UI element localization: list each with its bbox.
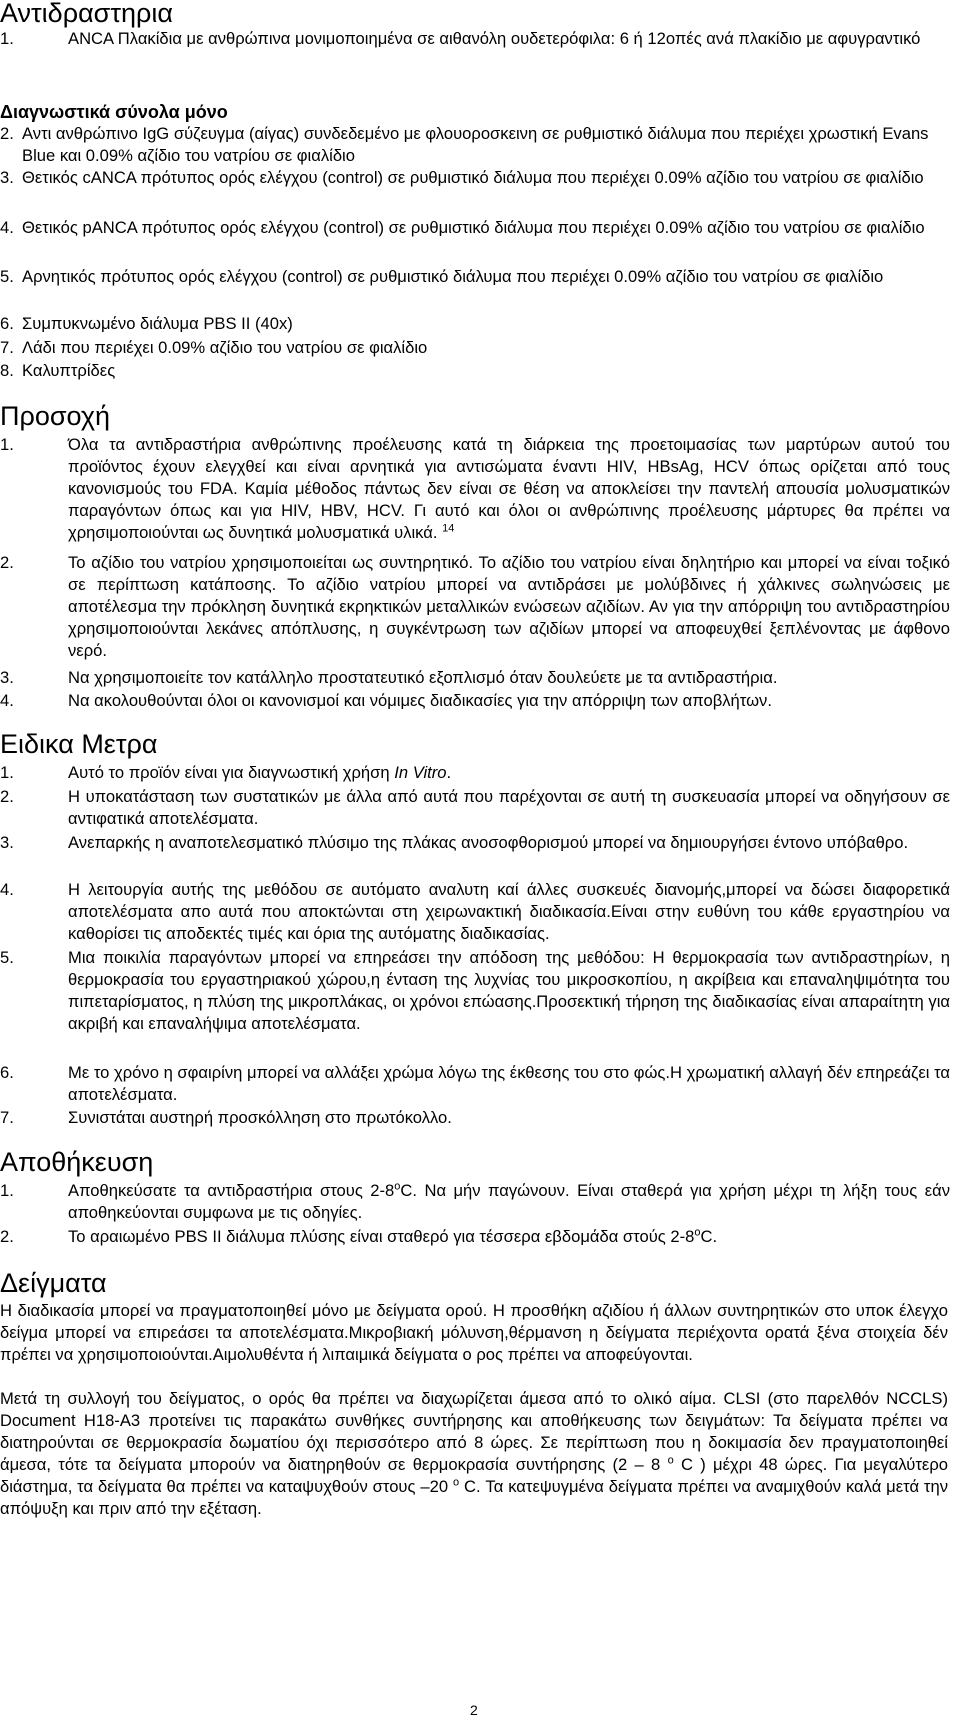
degree-superscript: o [394, 1180, 401, 1193]
reagent-item-1 [0, 28, 950, 50]
item-text: Να χρησιμοποιείτε τον κατάλληλο προστατευτικό εξοπλισμό όταν δουλεύετε με τα αντιδραστήρια. [68, 668, 778, 687]
item-text-body: Αποθηκεύσατε τα αντιδραστήρια στους 2-8 [68, 1181, 395, 1200]
item-text-end: C. [700, 1227, 718, 1246]
caution-item-3 [0, 667, 950, 689]
special-item-2 [0, 786, 950, 830]
item-number: 4. [0, 880, 14, 899]
special-item-6 [0, 1062, 950, 1106]
reference-superscript: 14 [442, 522, 455, 535]
item-text [68, 1226, 950, 1248]
item-text: Ανεπαρκής η αναποτελεσματικό πλύσιμο της πλάκας ανοσοφθορισμού μπορεί να δημιουργήσει έντονο υπόβαθρο. [68, 833, 909, 852]
reagent-item-2 [0, 123, 950, 167]
item-text: Να ακολουθούνται όλοι οι κανονισμοί και νόμιμες διαδικασίες για την απόρριψη των αποβλήτων. [68, 691, 772, 710]
item-number: 6. [0, 1063, 14, 1082]
item-number: 3. [0, 668, 14, 687]
heading-storage: Αποθήκευση [0, 1147, 154, 1177]
item-number: 1. [0, 29, 14, 48]
degree-superscript: o [667, 1454, 674, 1467]
item-text: Λάδι που περιέχει 0.09% αζίδιο του νατρίου σε φιαλίδιο [22, 338, 428, 357]
item-number: 7. [0, 1108, 14, 1127]
item-number: 2. [0, 124, 14, 143]
item-text: Η λειτουργία αυτής της μεθόδου σε αυτόματο αναλυτη καί άλλες συσκευές διανομής,μπορεί να δώσει διαφορετικά αποτελέσματα απο αυτά που αποκτώνται στη χειρωνακτική διαδικασία.Είναι στην ευθύνη του κάθε εργαστηρίου να καθορίσει τις αποδεκτές τιμές και όρια της αυτόματης διαδικασίας. [68, 880, 950, 943]
item-number: 4. [0, 218, 14, 237]
special-item-5 [0, 947, 950, 1035]
item-number: 3. [0, 833, 14, 852]
item-text: Η υποκατάσταση των συστατικών με άλλα από αυτά που παρέχονται σε αυτή τη συσκευασία μπορεί να οδηγήσουν σε αντιφατικά αποτελέσματα. [68, 787, 950, 828]
samples-paragraph-2 [0, 1388, 948, 1520]
item-text: Αντι ανθρώπινο IgG σύζευγμα (αίγας) συνδεδεμένο με φλουοροσκεινη σε ρυθμιστικό διάλυμα που περιέχει χρωστική Evans Blue και 0.09% αζίδιο του νατρίου σε φιαλίδιο [22, 124, 929, 165]
heading-samples: Δείγματα [0, 1268, 107, 1298]
reagent-item-5 [0, 266, 950, 288]
special-item-3 [0, 832, 950, 854]
in-vitro-italic: In Vitro [394, 763, 447, 782]
item-number: 1. [0, 1181, 14, 1200]
paragraph-text: C. Τα κατεψυγμένα δείγματα πρέπει να αναμιχθούν καλά μετά την απόψυξη και πριν από την εξέταση. [0, 1477, 949, 1518]
item-text [68, 434, 950, 544]
reagent-item-3 [0, 167, 950, 189]
item-text-end: . [446, 763, 452, 782]
item-text: Αρνητικός πρότυπος ορός ελέγχου (control) σε ρυθμιστικό διάλυμα που περιέχει 0.09% αζίδιο του νατρίου σε φιαλίδιο [22, 267, 884, 286]
item-text: Θετικός cANCA πρότυπος ορός ελέγχου (control) σε ρυθμιστικό διάλυμα που περιέχει 0.09% αζίδιο του νατρίου σε φιαλίδιο [22, 168, 924, 187]
item-text: Μια ποικιλία παραγόντων μπορεί να επηρεάσει την απόδοση της μεθόδου: Η θερμοκρασία των αντιδραστηρίων, η θερμοκρασία του εργαστηριακού χώρου,η ένταση της λυχνίας του μικροσκοπίου, η ακρίβεια και επαναληψιμότητα του πιπεταρίσματος, η πλύση της μικροπλάκας, οι χρόνοι επώασης.Προσεκτική τήρηση της διαδικασίας είναι απαραίτητη για ακριβή και επαναλήψιμα αποτελέσματα. [68, 948, 950, 1033]
item-number: 6. [0, 314, 14, 333]
item-text-end: C. Να μήν παγώνουν. Είναι σταθερά για χρήση μέχρι τη λήξη τους εάν αποθηκεύονται συμφωνα με τις οδηγίες. [68, 1181, 950, 1222]
storage-item-1 [0, 1180, 950, 1224]
heading-diagnostic-kits: Διαγνωστικά σύνολα μόνο [0, 102, 228, 122]
degree-superscript: o [452, 1476, 460, 1489]
heading-reagents: Αντιδραστηρια [0, 0, 173, 28]
storage-item-2 [0, 1226, 950, 1248]
degree-superscript: o [694, 1226, 701, 1239]
item-number: 7. [0, 338, 14, 357]
item-number: 8. [0, 361, 14, 380]
item-text: Με το χρόνο η σφαιρίνη μπορεί να αλλάξει χρώμα λόγω της έκθεσης του στο φώς.Η χρωματική αλλαγή δέν επηρεάζει τα αποτελέσματα. [68, 1063, 950, 1104]
item-text: Συμπυκνωμένο διάλυμα PBS II (40x) [22, 314, 293, 333]
item-text [68, 1180, 950, 1224]
heading-caution: Προσοχή [0, 401, 111, 431]
special-item-1 [0, 762, 950, 784]
special-item-7 [0, 1107, 950, 1129]
special-item-4 [0, 879, 950, 945]
item-number: 1. [0, 435, 14, 454]
item-number: 2. [0, 1227, 14, 1246]
item-text-body: Αυτό το προϊόν είναι για διαγνωστική χρήση [68, 763, 395, 782]
item-number: 3. [0, 168, 14, 187]
reagent-item-6 [0, 313, 950, 335]
samples-paragraph-1: Η διαδικασία μπορεί να πραγματοποιηθεί μόνο με δείγματα ορού. Η προσθήκη αζιδίου ή άλλων συντηρητικών στο υποκ έλεγχο δείγμα μπορεί να επιρεάσει τα αποτελέσματα.Μικροβιακή μόλυνση,θέρμανση η δείγματα περιέχοντα ορατά ξένα στοιχεία δέν πρέπει να χρησιμοποιούνται.Αιμολυθέντα ή λιπαιμικά δείγματα ο ρος πρέπει να αποφεύγονται. [0, 1301, 948, 1364]
reagent-item-8 [0, 360, 950, 382]
reagent-item-4 [0, 217, 950, 239]
reagent-item-7 [0, 337, 950, 359]
item-text [68, 762, 950, 784]
paragraph-text: Μετά τη συλλογή του δείγματος, ο ορός θα πρέπει να διαχωρίζεται άμεσα από το ολικό αίμα. CLSI (στο παρελθόν NCCLS) Document H18-A3 προτείνει τις παρακάτω συνθήκες συντήρησης και αποθήκευσης των δειγμάτων: Τα δείγματα πρέπει να διατηρούνται σε θερμοκρασία δωματίου όχι περισσότερο από 8 ώρες. Σε περίπτωση που η δοκιμασία δεν πραγματοποιηθεί άμεσα, τότε τα δείγματα μπορούν να διατηρηθούν σε θερμοκρασία συντήρησης (2 – 8 [0, 1389, 948, 1474]
item-text: Καλυπτρίδες [22, 361, 116, 380]
caution-item-1 [0, 434, 950, 544]
item-number: 5. [0, 948, 14, 967]
heading-special-measures: Ειδικα Μετρα [0, 729, 158, 759]
paragraph-text: C ) μέχρι 48 ώρες. Για μεγαλύτερο διάστημα, τα δείγματα θα πρέπει να καταψυχθούν στους –20 [0, 1455, 948, 1496]
item-number: 1. [0, 763, 14, 782]
item-text-body: Όλα τα αντιδραστήρια ανθρώπινης προέλευσης κατά τη διάρκεια της προετοιμασίας των μαρτύρων αυτού του προϊόντος έχουν ελεγχθεί και είναι αρνητικά για αντισώματα έναντι HIV, HBsAg, HCV όπως ορίζεται από τους κανονισμούς του FDA. Καμία μέθοδος πάντως δεν είναι σε θέση να αποκλείσει την παντελή απουσία μολυσματικών παραγόντων όπως και για HIV, HBV, HCV. Γι αυτό και όλοι οι ανθρώπινης προέλευσης μάρτυρες θα πρέπει να χρησιμοποιούνται ως δυνητικά μολυσματικά υλικά. [68, 435, 950, 542]
item-number: 4. [0, 691, 14, 710]
item-number: 2. [0, 553, 14, 572]
caution-item-2 [0, 552, 950, 662]
item-number: 2. [0, 787, 14, 806]
item-text: Συνιστάται αυστηρή προσκόλληση στο πρωτόκολλο. [68, 1108, 452, 1127]
item-number: 5. [0, 267, 14, 286]
page-number: 2 [470, 1702, 478, 1718]
item-text: ANCA Πλακίδια με ανθρώπινα μονιμοποιημένα σε αιθανόλη ουδετερόφιλα: 6 ή 12οπές ανά πλακίδιο με αφυγραντικό [68, 29, 921, 48]
caution-item-4 [0, 690, 950, 712]
item-text-body: Το αραιωμένο PBS II διάλυμα πλύσης είναι σταθερό για τέσσερα εβδομάδα στούς 2-8 [68, 1227, 695, 1246]
item-text: Το αζίδιο του νατρίου χρησιμοποιείται ως συντηρητικό. Το αζίδιο του νατρίου είναι δηλητήριο και μπορεί να είναι τοξικό σε περίπτωση κατάποσης. Το αζίδιο νατρίου μπορεί να αντιδράσει με μολύβδινες ή χάλκινες σωληνώσεις με αποτέλεσμα την πρόκληση δυνητικά εκρηκτικών μεταλλικών ενώσεων αζιδίων. Αν για την απόρριψη του αντιδραστηρίου χρησιμοποιούνται λεκάνες απόπλυσης, η συγκέντρωση των αζιδίων μπορεί να αποφευχθεί ξεπλένοντας με άφθονο νερό. [68, 553, 950, 660]
item-text: Θετικός pANCA πρότυπος ορός ελέγχου (control) σε ρυθμιστικό διάλυμα που περιέχει 0.09% αζίδιο του νατρίου σε φιαλίδιο [22, 218, 925, 237]
